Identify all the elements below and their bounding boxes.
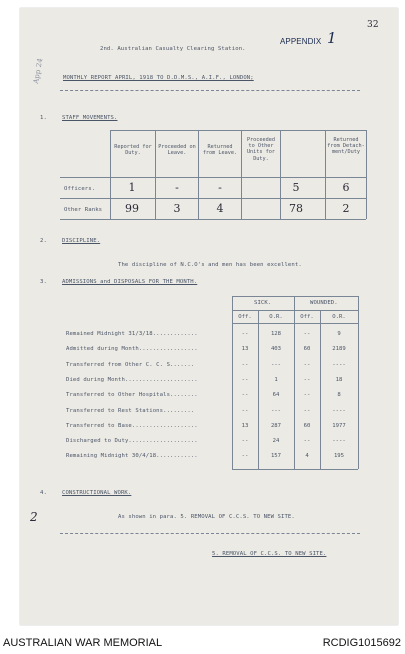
adm-row-value: -- <box>241 392 249 399</box>
staff-value: 3 <box>173 202 181 215</box>
section3-title: ADMISSIONS and DISPOSALS FOR THE MONTH. <box>62 279 198 285</box>
table-rule <box>232 323 358 324</box>
staff-value: 1 <box>128 181 136 194</box>
adm-row-value: -- <box>303 392 311 399</box>
table-rule <box>232 469 358 470</box>
adm-sub-header: Off. <box>238 314 252 320</box>
staff-header: Proceeded on Leave. <box>158 144 196 157</box>
table-rule <box>60 219 366 220</box>
section3-number: 3. <box>40 279 47 285</box>
staff-value: 5 <box>292 181 300 194</box>
appendix-label: APPENDIX <box>280 37 322 46</box>
adm-row-value: -- <box>241 407 249 414</box>
adm-row-value: 8 <box>337 392 341 399</box>
table-rule <box>60 177 366 178</box>
table-rule <box>232 296 358 297</box>
adm-row-value: -- <box>241 361 249 368</box>
adm-group-header: SICK. <box>254 300 272 306</box>
staff-value: 2 <box>342 202 350 215</box>
adm-row-value: 13 <box>241 422 249 429</box>
section4-text: As shown in para. 5. REMOVAL OF C.C.S. TO NEW SITE. <box>118 514 295 520</box>
adm-row-label: Discharged to Duty.................... <box>66 438 198 445</box>
report-title: MONTHLY REPORT APRIL, 1918 TO D.D.M.S., A.I.F., LONDON; <box>63 75 254 81</box>
unit-title: 2nd. Australian Casualty Clearing Station. <box>100 46 246 52</box>
adm-row-label: Transferred to Base................... <box>66 422 198 429</box>
adm-row-value: 60 <box>303 422 311 429</box>
adm-row-value: -- <box>303 407 311 414</box>
adm-row-value: 403 <box>270 346 282 353</box>
table-rule <box>155 130 156 219</box>
adm-row-label: Transferred to Other Hospitals........ <box>66 392 198 399</box>
adm-row-value: 24 <box>272 438 280 445</box>
section4-title: CONSTRUCTIONAL WORK. <box>62 490 132 496</box>
table-rule <box>110 130 111 219</box>
discipline-text: The discipline of N.C.O's and men has been excellent. <box>118 262 302 268</box>
section2-number: 2. <box>40 238 47 244</box>
table-rule <box>232 310 358 311</box>
adm-row-label: Transferred to Rest Stations......... <box>66 407 195 414</box>
section1-number: 1. <box>40 115 47 121</box>
adm-row-value: -- <box>241 376 249 383</box>
adm-row-value: --- <box>270 407 282 414</box>
adm-row-value: ---- <box>332 407 346 414</box>
staff-value: 4 <box>216 202 224 215</box>
table-rule <box>258 310 259 469</box>
section1-title: STAFF MOVEMENTS. <box>62 115 118 121</box>
adm-row-value: 9 <box>337 331 341 337</box>
adm-row-label: Remained Midnight 31/3/18............. <box>66 331 198 337</box>
adm-row-value: 60 <box>303 346 311 353</box>
adm-row-value: -- <box>303 361 311 368</box>
staff-value: - <box>218 181 222 194</box>
table-rule <box>198 130 199 219</box>
adm-row-value: 195 <box>333 453 345 460</box>
staff-value: 78 <box>289 202 303 215</box>
footer-id: RCDIG1015692 <box>322 637 401 649</box>
page-number: 32 <box>367 20 379 30</box>
adm-row-value: ---- <box>332 438 346 445</box>
adm-row-value: -- <box>303 438 311 445</box>
adm-row-label: Died during Month..................... <box>66 376 198 383</box>
appendix-mark: 1 <box>327 29 337 47</box>
adm-row-value: 1977 <box>332 422 346 429</box>
margin-mark: 2 <box>30 510 38 524</box>
adm-row-value: -- <box>303 376 311 383</box>
divider <box>60 533 360 534</box>
section4-number: 4. <box>40 490 47 496</box>
adm-sub-header: O.R. <box>269 314 283 320</box>
divider <box>60 90 360 91</box>
adm-row-label: Admitted during Month................. <box>66 346 198 353</box>
adm-group-header: WOUNDED. <box>310 300 338 306</box>
table-rule <box>366 130 367 219</box>
adm-row-value: 128 <box>270 331 282 337</box>
staff-value: - <box>175 181 179 194</box>
adm-row-value: --- <box>270 361 282 368</box>
adm-row-value: -- <box>241 438 249 445</box>
staff-row-label: Other Ranks <box>64 207 103 213</box>
adm-row-value: -- <box>241 331 249 337</box>
adm-row-value: 4 <box>305 453 309 460</box>
staff-header: Proceeded to Other Units for Duty. <box>246 137 276 162</box>
adm-row-value: 287 <box>270 422 282 429</box>
table-rule <box>358 296 359 469</box>
adm-sub-header: Off. <box>300 314 314 320</box>
adm-row-value: -- <box>303 331 311 337</box>
table-rule <box>320 310 321 469</box>
margin-note: App 24 <box>32 57 45 85</box>
staff-header: Returned from Detach-ment/Duty <box>327 137 365 156</box>
staff-header: Returned from Leave. <box>202 144 238 157</box>
adm-row-value: 13 <box>241 346 249 353</box>
staff-row-label: Officers. <box>64 186 96 192</box>
footer-credit: AUSTRALIAN WAR MEMORIAL <box>3 637 163 649</box>
section2-title: DISCIPLINE. <box>62 238 101 244</box>
section5-heading: 5. REMOVAL OF C.C.S. TO NEW SITE. <box>212 551 327 557</box>
staff-value: 99 <box>125 202 139 215</box>
table-rule <box>110 130 366 131</box>
adm-row-value: 64 <box>272 392 280 399</box>
adm-row-value: ---- <box>332 361 346 368</box>
staff-header: Reported for Duty. <box>114 144 152 157</box>
staff-value: 6 <box>342 181 350 194</box>
adm-row-value: 1 <box>274 376 278 383</box>
adm-row-value: 2189 <box>332 346 346 353</box>
adm-sub-header: O.R. <box>332 314 346 320</box>
adm-row-value: 18 <box>335 376 343 383</box>
adm-row-label: Remaining Midnight 30/4/18............ <box>66 453 198 460</box>
table-rule <box>60 198 366 199</box>
adm-row-label: Transferred from Other C. C. S....... <box>66 361 195 368</box>
adm-row-value: -- <box>241 453 249 460</box>
table-rule <box>241 130 242 219</box>
adm-row-value: 157 <box>270 453 282 460</box>
